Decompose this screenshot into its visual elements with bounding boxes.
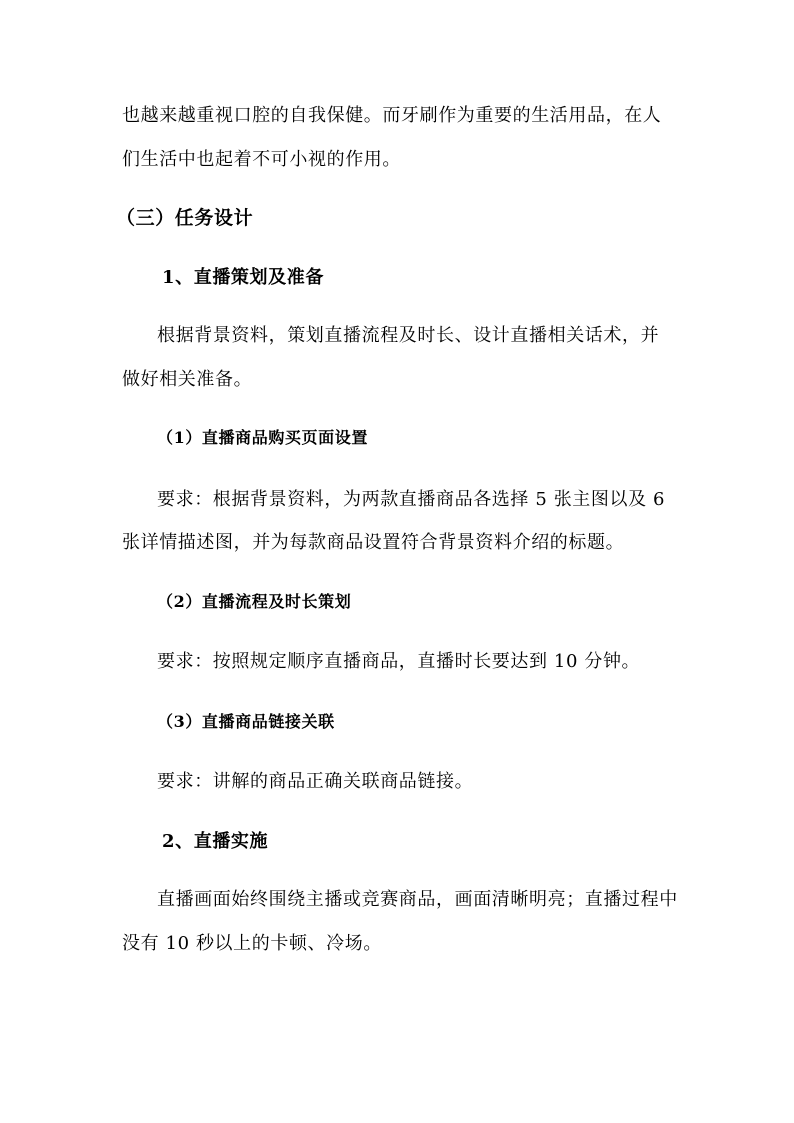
subsection-1-text-line-1: 根据背景资料，策划直播流程及时长、设计直播相关话术，并	[157, 325, 660, 346]
subsection-1-heading: 1、直播策划及准备	[162, 267, 324, 288]
item-1-requirement-line-2: 张详情描述图，并为每款商品设置符合背景资料介绍的标题。	[122, 532, 625, 553]
item-2-heading: （2）直播流程及时长策划	[157, 592, 352, 611]
item-2-requirement: 要求：按照规定顺序直播商品，直播时长要达到 10 分钟。	[157, 651, 641, 672]
section-heading: （三）任务设计	[116, 207, 254, 229]
subsection-2-text-line-2: 没有 10 秒以上的卡顿、冷场。	[122, 933, 382, 954]
item-1-heading: （1）直播商品购买页面设置	[157, 428, 368, 447]
intro-line-1: 也越来越重视口腔的自我保健。而牙刷作为重要的生活用品，在人	[122, 105, 662, 126]
subsection-1-text-line-2: 做好相关准备。	[122, 369, 253, 390]
item-3-requirement: 要求：讲解的商品正确关联商品链接。	[157, 771, 474, 792]
item-3-heading: （3）直播商品链接关联	[157, 712, 335, 731]
subsection-2-heading: 2、直播实施	[162, 831, 269, 852]
subsection-2-text-line-1: 直播画面始终围绕主播或竞赛商品，画面清晰明亮；直播过程中	[157, 889, 678, 910]
item-1-requirement-line-1: 要求：根据背景资料，为两款直播商品各选择 5 张主图以及 6	[157, 489, 666, 510]
intro-line-2: 们生活中也起着不可小视的作用。	[122, 149, 401, 170]
